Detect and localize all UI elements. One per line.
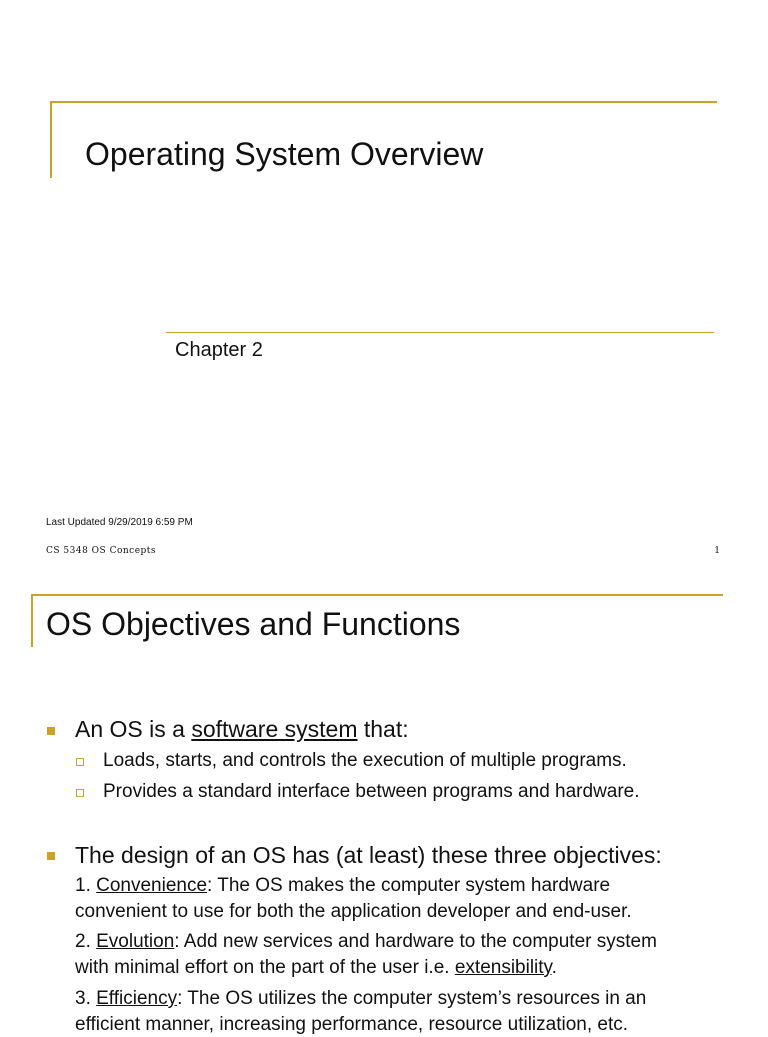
objective-number: 3. [75, 988, 97, 1009]
title-accent-bar [31, 595, 33, 647]
objective-text: : The OS utilizes the computer system’s resources in an [177, 988, 647, 1009]
sub-bullet-loads: Loads, starts, and controls the execution of multiple programs. [103, 750, 627, 771]
bullet-text: that: [357, 716, 409, 742]
objective-convenience-line1 [75, 874, 610, 898]
objective-number: 1. [75, 875, 97, 896]
sub-bullet-square-icon [76, 758, 84, 766]
slide-title: Operating System Overview [85, 136, 484, 172]
objective-evolution-line1 [75, 930, 657, 954]
bullet-os-definition [75, 715, 409, 743]
objective-text: : The OS makes the computer system hardware [207, 875, 611, 896]
title-rule [50, 101, 717, 103]
objective-efficiency-line2: efficient manner, increasing performance, resource utilization, etc. [75, 1014, 629, 1035]
objective-text: with minimal effort on the part of the user i.e. [75, 957, 455, 978]
term-software-system: software system [191, 716, 358, 742]
objective-convenience-line2: convenient to use for both the application developer and end-user. [75, 901, 632, 922]
title-accent-bar [50, 102, 52, 178]
slide-subtitle: Chapter 2 [175, 339, 263, 361]
bullet-square-icon [47, 852, 55, 860]
term-convenience: Convenience [96, 875, 208, 896]
bullet-square-icon [47, 727, 55, 735]
slide-2 [0, 576, 768, 1035]
term-efficiency: Efficiency [96, 988, 178, 1009]
objective-number: 2. [75, 931, 97, 952]
last-updated-text: Last Updated 9/29/2019 6:59 PM [46, 517, 193, 528]
bullet-text: An OS is a [75, 716, 192, 742]
objective-efficiency-line1 [75, 987, 646, 1011]
objective-text: . [551, 957, 557, 978]
bullet-design-objectives: The design of an OS has (at least) these three objectives: [75, 842, 662, 868]
objective-evolution-line2 [75, 956, 557, 980]
term-evolution: Evolution [96, 931, 175, 952]
sub-bullet-interface: Provides a standard interface between programs and hardware. [103, 781, 640, 802]
term-extensibility: extensibility [454, 957, 552, 978]
sub-bullet-square-icon [76, 789, 84, 797]
title-rule [31, 594, 723, 596]
page-number: 1 [714, 546, 720, 556]
slide-title: OS Objectives and Functions [46, 606, 461, 642]
course-footer: CS 5348 OS Concepts [46, 546, 157, 556]
subtitle-rule [166, 332, 714, 333]
objective-text: : Add new services and hardware to the computer system [174, 931, 657, 952]
